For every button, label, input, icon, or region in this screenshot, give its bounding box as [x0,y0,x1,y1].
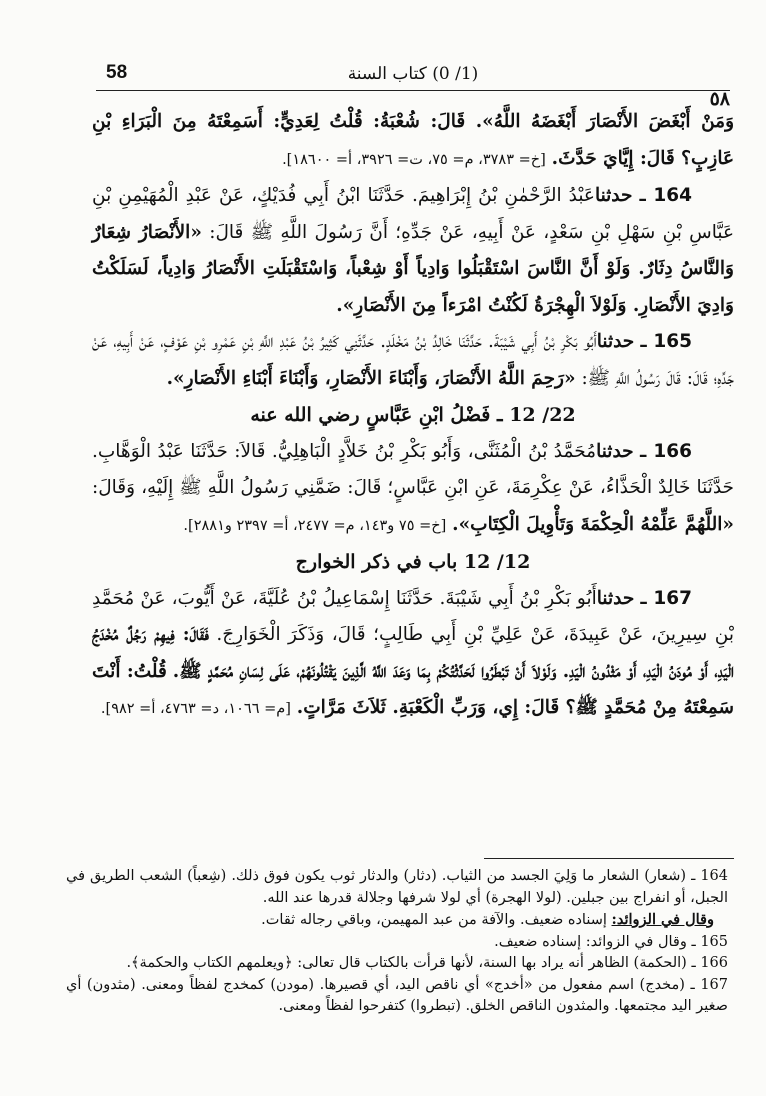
hadith-matn: «اللَّهُمَّ عَلِّمْهُ الْحِكْمَةَ وَتَأْوِيلَ الْكِتَابِ». [452,513,734,535]
continued-hadith [92,104,734,178]
hadith-number: 164 ـ [639,185,692,206]
hadith-167 [92,581,734,728]
hadith-165 [92,324,734,397]
hadith-matn: فَقَالَ: فِيهِمْ رَجُلٌ مُخْدَجُ الْيَدِ، أَوْ مُودَنُ الْيَدِ، أَوْ مَثْدُونُ الْيَدِ. وَلَوْلاَ أَنْ تَبْطَرُوا لَحَدَّثْتُكُمْ بِمَا وَعَدَ اللَّهُ الَّذِينَ يَقْتُلُونَهُمْ، عَلَى لِسَانِ مُحَمَّدٍ ﷺ. [92,624,734,682]
hadith-number: 167 ـ [640,587,692,609]
hadith-intro: حدثنا [596,331,635,352]
hadith-intro: حدثنا [594,185,633,206]
main-text [92,104,734,728]
section-heading-khawarij: 12/ 12 باب في ذكر الخوارج [295,551,531,573]
footnote-167: 167 ـ (مخدج) اسم مفعول من «أخدج» أي ناقص اليد، أي قصيرها. (مودن) كمخدج لفظاً ومعنى. (مثدون) أي صغير اليد مجتمعها. والمثدون الناقص الخلق. (تبطروا) كتفرحوا لفظاً ومعنى. [66,976,728,1014]
footnote-164-zawaid [66,909,728,932]
page-number-arabic: ٥٨ [709,88,730,110]
continued-text: وَمَنْ أَبْغَضَ الأَنْصَارَ أَبْغَضَهُ اللَّهُ». قَالَ: شُعْبَةُ: قُلْتُ لِعَدِيٍّ: أَسَمِعْتَهُ مِنَ الْبَرَاءِ بْنِ عَازِبٍ؟ قَالَ: إِيَّايَ حَدَّثَ. [92,111,734,169]
section-heading-ibn-abbas: 22/ 12 ـ فَضْلُ ابْنِ عَبَّاسٍ رضي الله عنه [250,404,576,426]
hadith-isnad: مُحَمَّدُ بْنُ الْمُثَنَّى، وَأَبُو بَكْرِ بْنُ خَلاَّدٍ الْبَاهِلِيُّ. قَالاَ: حَدَّثَنَا عَبْدُ الْوَهَّابِ. حَدَّثَنَا خَالِدٌ الْحَذَّاءُ، عَنْ عِكْرِمَةَ، عَنِ ابْنِ عَبَّاسٍ؛ قَالَ: ضَمَّنِي رَسُولُ اللَّهِ ﷺ إِلَيْهِ، وَقَالَ: [92,440,734,498]
hadith-number: 166 ـ [640,440,693,462]
footnote-164 [66,866,728,909]
hadith-isnad: أَبُو بَكْرِ بْنُ أَبِي شَيْبَةَ. حَدَّثَنَا إِسْمَاعِيلُ بْنُ عُلَيَّةَ، عَنْ أَيُّوبَ، عَنْ مُحَمَّدِ بْنِ سِيرِينَ، عَنْ عَبِيدَةَ، عَنْ عَلِيِّ بْنِ أَبِي طَالِبٍ؛ قَالَ، وَذَكَرَ الْخَوَارِجَ. [92,587,734,645]
hadith-matn: «رَحِمَ اللَّهُ الأَنْصَارَ، وَأَبْنَاءَ الأَنْصَارِ، وَأَبْنَاءَ أَبْنَاءِ الأَنْصَارِ». [166,367,576,389]
footnote-label: وقال في الزوائد: [611,911,714,928]
footnote-166: 166 ـ (الحكمة) الظاهر أنه يراد بها السنة، لأنها قرأت بالكتاب قال تعالى: ﴿ويعلمهم الكتاب والحكمة﴾. [126,955,728,971]
hadith-intro: حدثنا [596,440,634,462]
footnote-165: 165 ـ وقال في الزوائد: إسناده ضعيف. [494,933,728,950]
footnotes [66,866,728,1018]
takhrij-ref: [م= ١٠٦٦، د= ٤٧٦٣، أ= ٩٨٢]. [100,701,291,717]
hadith-166 [92,434,734,545]
takhrij-ref: [خ= ٧٥ و١٤٣، م= ٢٤٧٧، أ= ٢٣٩٧ و٢٨٨١]. [183,517,447,534]
hadith-matn-continued: قُلْتُ: أَنْتَ سَمِعْتَهُ مِنْ مُحَمَّدٍ ﷺ؟ قَالَ: إِي، وَرَبِّ الْكَعْبَةِ. ثَلاَثَ مَرَّاتٍ. [92,660,734,718]
footnote-rule [484,858,734,859]
hadith-matn: «الأَنْصَارُ شِعَارٌ وَالنَّاسُ دِثَارٌ. وَلَوْ أَنَّ النَّاسَ اسْتَقْبَلُوا وَادِياً أَوْ شِعْباً، وَاسْتَقْبَلَتِ الأَنْصَارُ وَادِياً، لَسَلَكْتُ وَادِيَ الأَنْصَارِ. وَلَوْلاَ الْهِجْرَةُ لَكُنْتُ امْرَءاً مِنَ الأَنْصَارِ». [92,221,734,316]
takhrij-ref: [خ= ٣٧٨٣، م= ٧٥، ت= ٣٩٢٦، أ= ١٨٦٠٠]. [282,151,546,168]
footnote-text: إسناده ضعيف. والآفة من عبد المهيمن، وباقي رجاله ثقات. [261,912,607,928]
header-rule [96,90,730,91]
footnote-text: 164 ـ (شعار) الشعار ما وَلِيَ الجسد من الثياب. (دثار) والدثار ثوب يكون فوق ذلك. (شِعباً) الشعب الطريق في الجبل، أو انفراج بين جبلين. (لولا الهجرة) أي لولا شرفها وجلالة قدرها عند الله. [66,868,728,906]
hadith-isnad: عَبْدُ الرَّحْمٰنِ بْنُ إِبْرَاهِيمَ. حَدَّثَنَا ابْنُ أَبِي فُدَيْكٍ، عَنْ عَبْدِ الْمُهَيْمِنِ بْنِ عَبَّاسِ بْنِ سَهْلِ بْنِ سَعْدٍ، عَنْ أَبِيهِ، عَنْ جَدِّهِ؛ أَنَّ رَسُولَ اللَّهِ ﷺ قَالَ: [92,185,734,243]
hadith-intro: حدثنا [596,587,635,609]
page-number-latin: 58 [106,62,128,83]
hadith-isnad: أَبُو بَكْرِ بْنُ أَبِي شَيْبَةَ. حَدَّثَنَا خَالِدُ بْنُ مَخْلَدٍ. حَدَّثَنِي كَثِيرُ بْنُ عَبْدِ اللَّهِ بْنِ عَمْرِو بْنِ عَوْفٍ، عَنْ أَبِيهِ، عَنْ جَدِّهِ؛ قَالَ: قَالَ رَسُولُ اللَّهِ ﷺ: [92,331,734,389]
page-header [96,62,730,88]
hadith-164 [92,178,734,324]
hadith-number: 165 ـ [640,331,692,352]
running-title: (1/ 0) كتاب السنة [347,64,479,84]
